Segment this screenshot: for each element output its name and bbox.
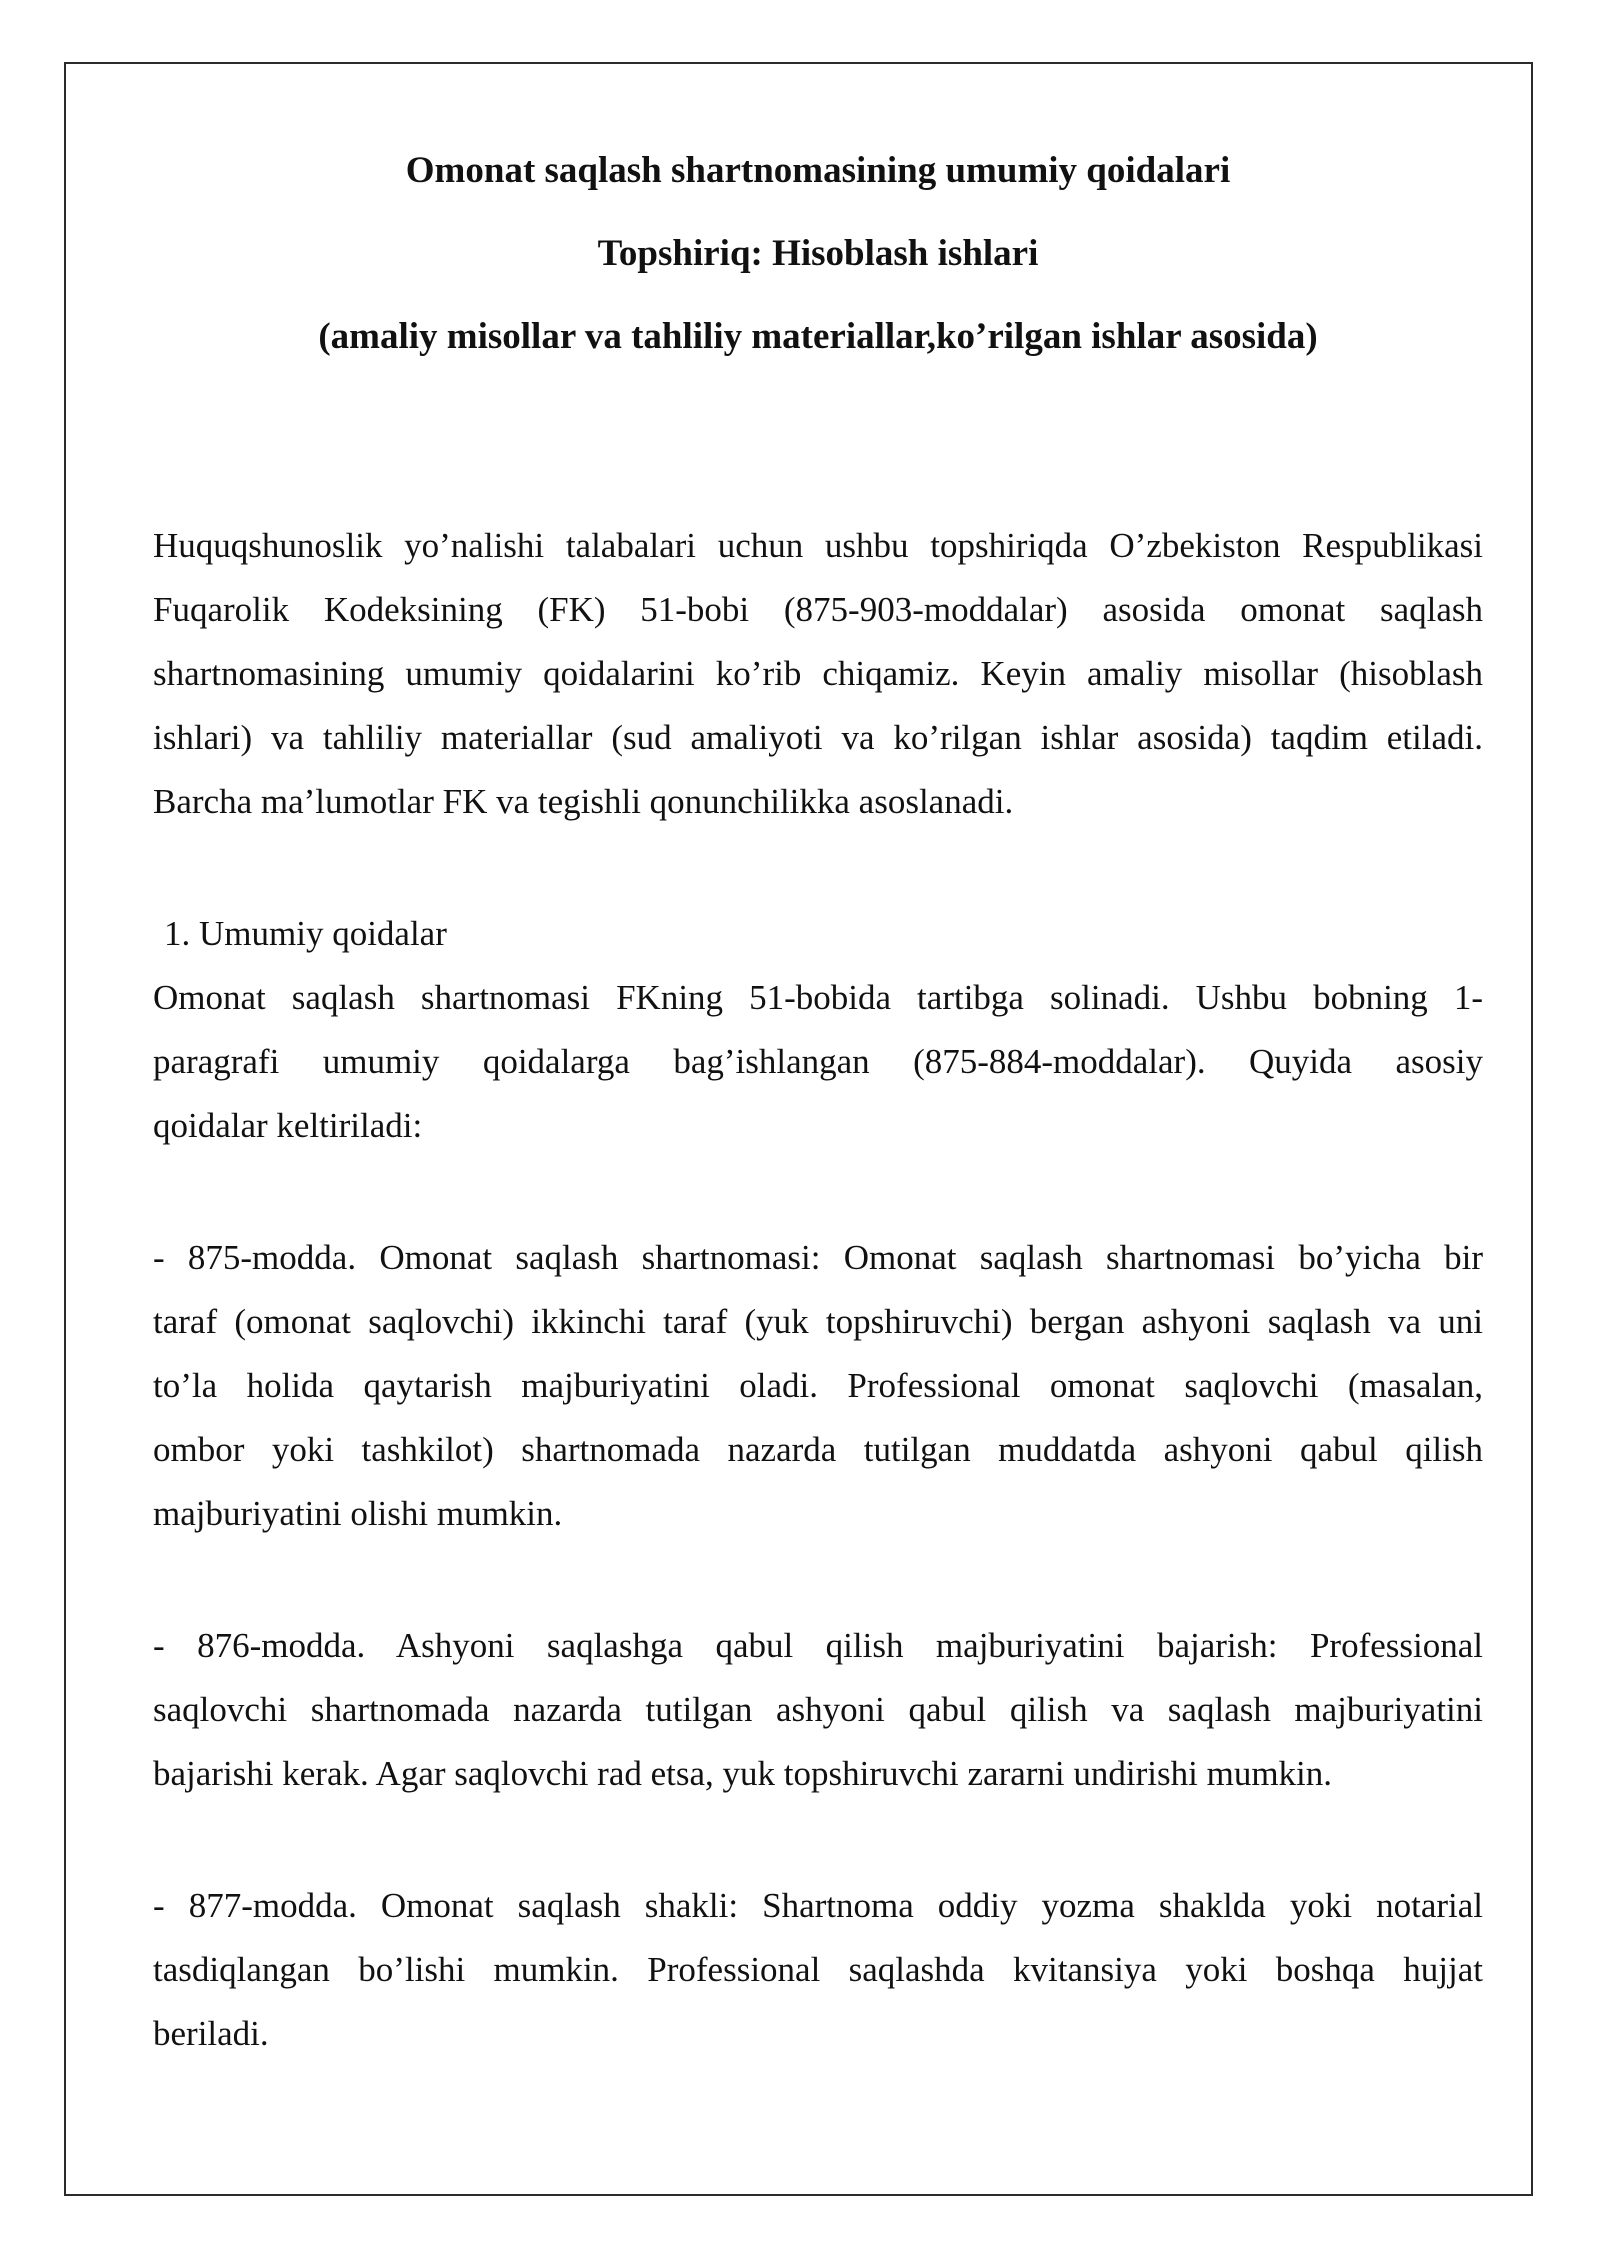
paragraph [153, 1874, 1483, 2066]
paragraph-line: - 876-modda. Ashyoni saqlashga qabul qilish majburiyatini bajarish: Professional [153, 1626, 1483, 1665]
heading-line: 1. Umumiy qoidalar [164, 914, 447, 953]
paragraph-line: qoidalar keltiriladi: [153, 1106, 423, 1145]
paragraph-line: beriladi. [153, 2014, 269, 2053]
document-body [153, 514, 1483, 2066]
title-line: Omonat saqlash shartnomasining umumiy qoidalari [405, 150, 1231, 191]
paragraph-line: Fuqarolik Kodeksining (FK) 51-bobi (875-903-moddalar) asosida omonat saqlash [153, 590, 1483, 629]
paragraph-line: - 875-modda. Omonat saqlash shartnomasi: Omonat saqlash shartnomasi bo’yicha bir [153, 1238, 1483, 1277]
paragraph-line: majburiyatini olishi mumkin. [153, 1494, 563, 1533]
paragraph-line: Barcha ma’lumotlar FK va tegishli qonunchilikka asoslanadi. [153, 782, 1014, 821]
paragraph-line: paragrafi umumiy qoidalarga bag’ishlangan (875-884-moddalar). Quyida asosiy [153, 1042, 1483, 1081]
paragraph-line: saqlovchi shartnomada nazarda tutilgan ashyoni qabul qilish va saqlash majburiyatini [153, 1690, 1483, 1729]
title-line: Topshiriq: Hisoblash ishlari [597, 233, 1039, 274]
paragraph-line: ishlari) va tahliliy materiallar (sud amaliyoti va ko’rilgan ishlar asosida) taqdim etiladi. [153, 718, 1483, 757]
paragraph-line: shartnomasining umumiy qoidalarini ko’rib chiqamiz. Keyin amaliy misollar (hisoblash [153, 654, 1483, 693]
document-page [153, 129, 1483, 2134]
title-line: (amaliy misollar va tahliliy materiallar,ko’rilgan ishlar asosida) [318, 316, 1318, 357]
paragraph-line: Omonat saqlash shartnomasi FKning 51-bobida tartibga solinadi. Ushbu bobning 1- [153, 978, 1483, 1017]
paragraph-line: ombor yoki tashkilot) shartnomada nazarda tutilgan muddatda ashyoni qabul qilish [153, 1430, 1483, 1469]
paragraph [153, 514, 1483, 834]
section-heading [153, 902, 1483, 966]
paragraph-line: bajarishi kerak. Agar saqlovchi rad etsa, yuk topshiruvchi zararni undirishi mumkin. [153, 1754, 1333, 1793]
document-title [153, 129, 1483, 378]
paragraph [153, 1614, 1483, 1806]
paragraph-line: tasdiqlangan bo’lishi mumkin. Professional saqlashda kvitansiya yoki boshqa hujjat [153, 1950, 1483, 1989]
paragraph [153, 1226, 1483, 1546]
paragraph-line: taraf (omonat saqlovchi) ikkinchi taraf (yuk topshiruvchi) bergan ashyoni saqlash va uni [153, 1302, 1483, 1341]
paragraph [153, 966, 1483, 1158]
paragraph-line: Huquqshunoslik yo’nalishi talabalari uchun ushbu topshiriqda O’zbekiston Respublikasi [153, 526, 1483, 565]
paragraph-line: - 877-modda. Omonat saqlash shakli: Shartnoma oddiy yozma shaklda yoki notarial [153, 1886, 1483, 1925]
paragraph-line: to’la holida qaytarish majburiyatini oladi. Professional omonat saqlovchi (masalan, [153, 1366, 1483, 1405]
